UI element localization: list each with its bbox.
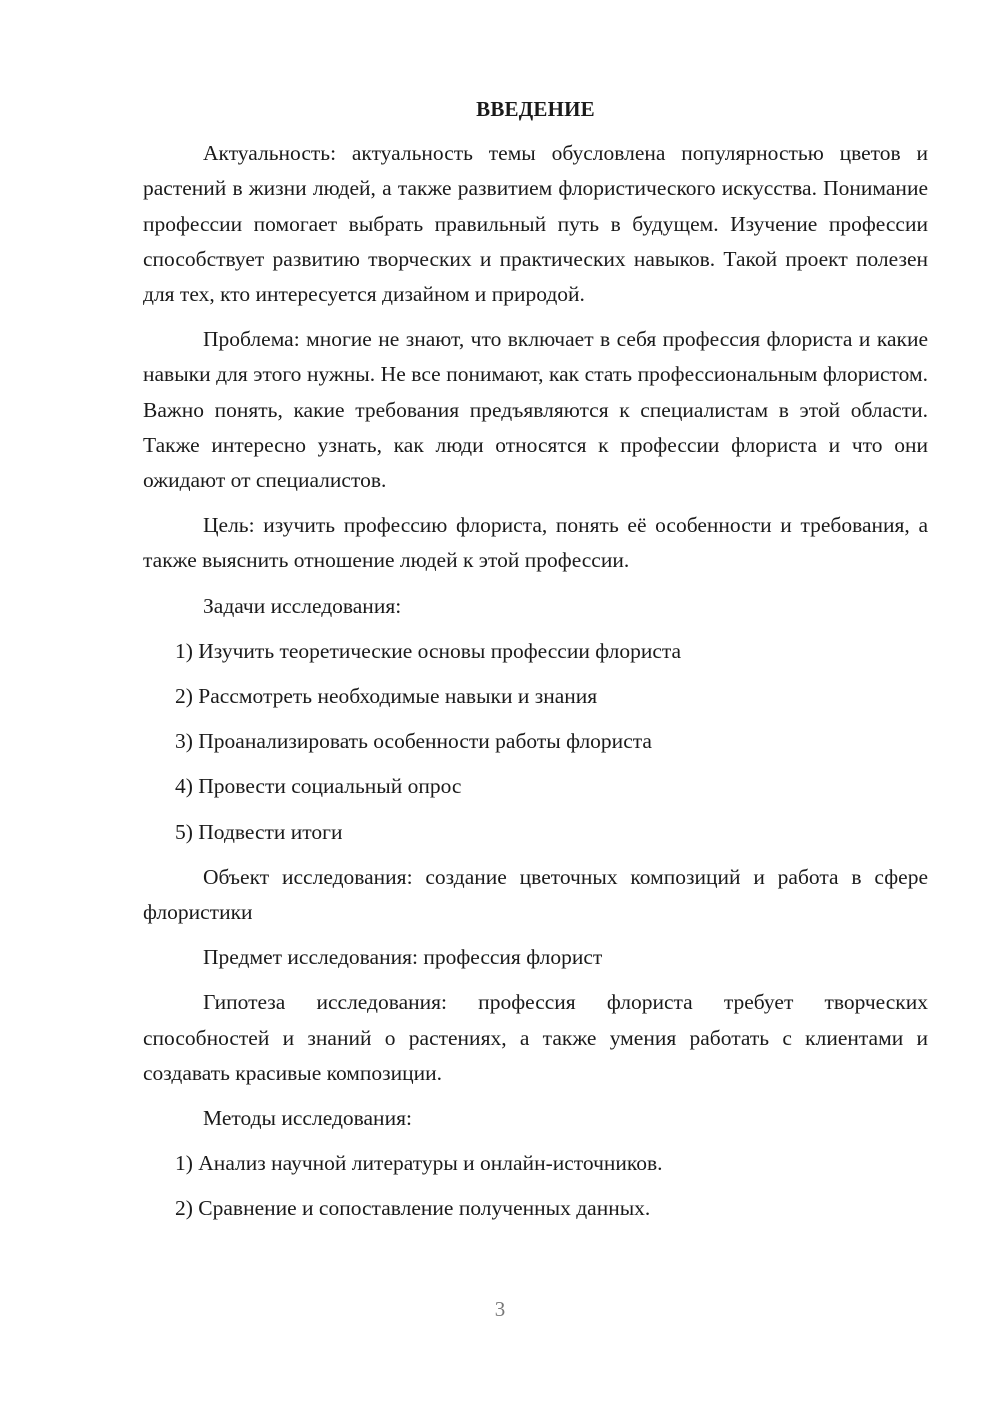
subject-paragraph: Предмет исследования: профессия флорист xyxy=(203,945,603,970)
goal-paragraph: Цель: изучить профессию флориста, понять её особенности и требования, а также выяснить отношение людей к этой профессии. xyxy=(143,513,928,573)
task-item: 4) Провести социальный опрос xyxy=(175,774,462,799)
section-title: ВВЕДЕНИЕ xyxy=(476,97,595,121)
page-number: 3 xyxy=(494,1297,506,1321)
tasks-heading: Задачи исследования: xyxy=(203,593,402,618)
methods-list xyxy=(143,1146,928,1226)
document-page xyxy=(143,92,928,1237)
tasks-list xyxy=(143,634,928,850)
task-item: 2) Рассмотреть необходимые навыки и знания xyxy=(175,684,598,709)
relevance-paragraph: Актуальность: актуальность темы обусловлена популярностью цветов и растений в жизни людей, а также развитием флористического искусства. Понимание профессии помогает выбрать правильный путь в будущем. Изучение профессии способствует развитию творческих и практических навыков. Такой проект полезен для тех, кто интересуется дизайном и природой. xyxy=(143,141,928,307)
method-item: 1) Анализ научной литературы и онлайн-источников. xyxy=(175,1151,663,1176)
method-item: 2) Сравнение и сопоставление полученных данных. xyxy=(175,1196,651,1221)
task-item: 5) Подвести итоги xyxy=(175,819,343,844)
task-item: 1) Изучить теоретические основы профессии флориста xyxy=(175,638,682,663)
hypothesis-paragraph: Гипотеза исследования: профессия флориста требует творческих способностей и знаний о растениях, а также умения работать с клиентами и создавать красивые композиции. xyxy=(143,990,928,1085)
problem-paragraph: Проблема: многие не знают, что включает в себя профессия флориста и какие навыки для этого нужны. Не все понимают, как стать профессиональным флористом. Важно понять, какие требования предъявляются к специалистам в этой области. Также интересно узнать, как люди относятся к профессии флориста и что они ожидают от специалистов. xyxy=(143,327,928,493)
methods-heading: Методы исследования: xyxy=(203,1106,412,1131)
task-item: 3) Проанализировать особенности работы флориста xyxy=(175,729,652,754)
object-paragraph: Объект исследования: создание цветочных композиций и работа в сфере флористики xyxy=(143,864,928,925)
